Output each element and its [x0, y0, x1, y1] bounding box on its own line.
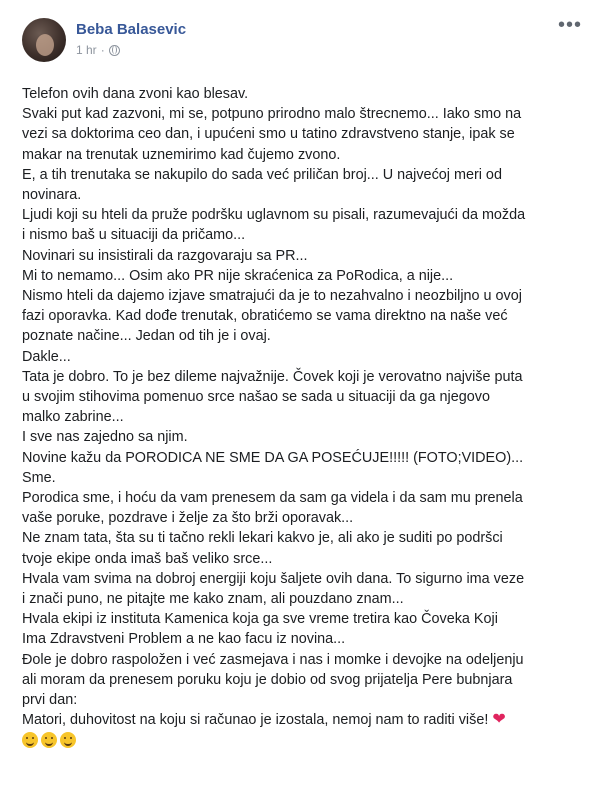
grin-emoji-icon	[60, 732, 76, 748]
globe-icon	[109, 45, 120, 56]
separator-dot: ·	[100, 43, 105, 57]
post-line: fazi oporavka. Kad dođe trenutak, obratićemo se vama direktno na naše već	[22, 308, 508, 325]
post-line-last	[22, 710, 584, 730]
post-meta	[76, 20, 186, 57]
post-line: Novine kažu da PORODICA NE SME DA GA POSEĆUJE!!!!! (FOTO;VIDEO)...	[22, 449, 524, 466]
post-line: Tata je dobro. To je bez dileme najvažnije. Čovek koji je verovatno najviše puta	[22, 368, 523, 385]
post-line: makar na trenutak uznemirimo kad čujemo zvono.	[22, 146, 341, 163]
post-line: Nismo hteli da dajemo izjave smatrajući da je to nezahvalno i neozbiljno u ovoj	[22, 288, 522, 305]
post-body	[22, 84, 584, 748]
post-line: i nismo baš u situaciji da pričamo...	[22, 227, 246, 244]
post-line: malko zabrine...	[22, 409, 124, 426]
post-line: Porodica sme, i hoću da vam prenesem da sam ga videla i da sam mu prenela	[22, 490, 523, 507]
post-line: Novinari su insistirali da razgovaraju sa PR...	[22, 247, 308, 264]
post-line: Ima Zdravstveni Problem a ne kao facu iz novina...	[22, 631, 346, 648]
post-subline	[76, 43, 186, 57]
post-line: Hvala vam svima na dobroj energiji koju šaljete ovih dana. To sigurno ima veze	[22, 570, 525, 587]
post-line: poznate načine... Jedan od tih je i ovaj.	[22, 328, 271, 345]
more-options-icon[interactable]: •••	[557, 14, 582, 36]
post-line: novinara.	[22, 187, 82, 204]
post-line: prvi dan:	[22, 692, 78, 709]
post-line-text: Matori, duhovitost na koju si računao je izostala, nemoj nam to raditi više!	[22, 712, 489, 729]
post-line: Đole je dobro raspoložen i već zasmejava i nas i momke i devojke na odeljenju	[22, 651, 524, 668]
post-line: Sme.	[22, 469, 56, 486]
author-name[interactable]: Beba Balasevic	[76, 21, 187, 38]
post-line: Mi to nemamo... Osim ako PR nije skraćenica za PoRodica, a nije...	[22, 267, 454, 284]
smile-emoji-icon	[22, 732, 38, 748]
post-line: vezi sa doktorima ceo dan, i upućeni smo u tatino zdravstveno stanje, ipak se	[22, 126, 515, 143]
post-line: vaše poruke, pozdrave i želje za što brži oporavak...	[22, 510, 354, 527]
post-line: tvoje ekipe onda imaš baš veliko srce...	[22, 550, 273, 567]
post-time[interactable]: 1 hr	[76, 43, 97, 57]
heart-emoji-icon: ❤	[492, 711, 506, 729]
post-line: Ljudi koji su hteli da pruže podršku uglavnom su pisali, razumevajući da možda	[22, 207, 526, 224]
post-line: Ne znam tata, šta su ti tačno rekli lekari kakvo je, ali ako je suditi po podršci	[22, 530, 503, 547]
relieved-emoji-icon	[41, 732, 57, 748]
post-line: Telefon ovih dana zvoni kao blesav.	[22, 86, 249, 102]
post-line: Svaki put kad zazvoni, mi se, potpuno prirodno malo štrecnemo... Iako smo na	[22, 106, 522, 123]
post-header	[22, 14, 584, 74]
post-line: u svojim stihovima pomenuo srce našao se sada u situaciji da ga njegovo	[22, 389, 490, 406]
post-line: ali moram da prenesem poruku koju je dobio od svog prijatelja Pere bubnjara	[22, 671, 513, 688]
post-line: I sve nas zajedno sa njim.	[22, 429, 188, 446]
post-line: i znači puno, ne pitajte me kako znam, ali pouzdano znam...	[22, 591, 404, 608]
emoji-row	[22, 732, 584, 748]
post-line: E, a tih trenutaka se nakupilo do sada već priličan broj... U najvećoj meri od	[22, 166, 502, 183]
avatar[interactable]	[22, 18, 66, 62]
post-line: Hvala ekipi iz instituta Kamenica koja ga sve vreme tretira kao Čoveka Koji	[22, 611, 498, 628]
post-line: Dakle...	[22, 348, 71, 365]
